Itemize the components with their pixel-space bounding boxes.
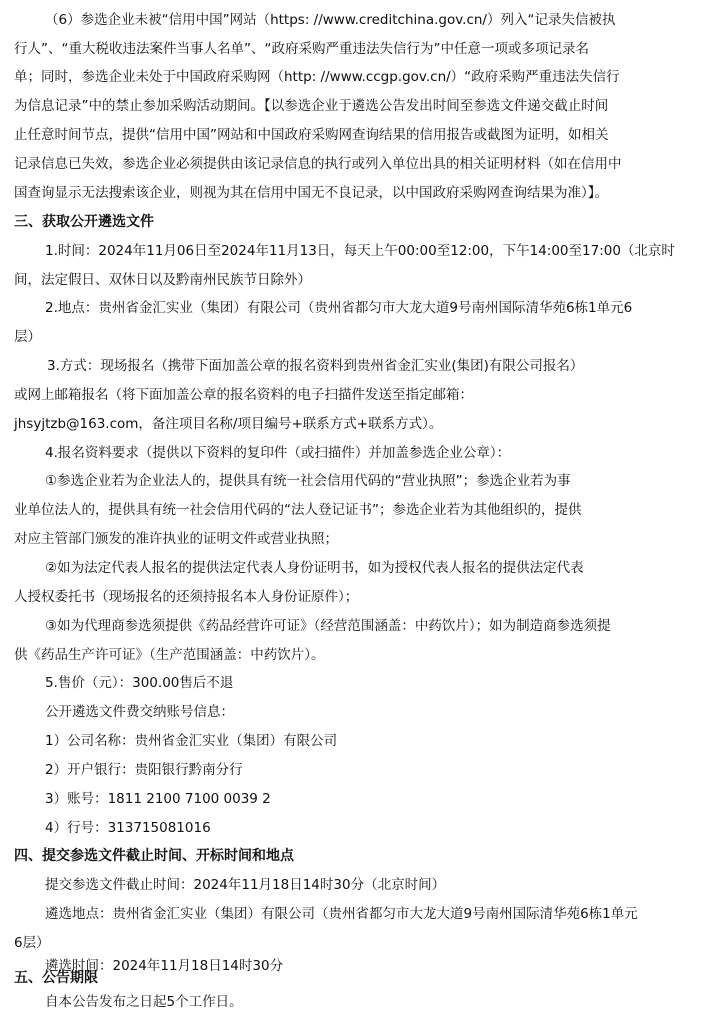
body-line: 4.报名资料要求（提供以下资料的复印件（或扫描件）并加盖参选企业公章）：: [45, 445, 511, 461]
body-line: 间，法定假日、双休日以及黔南州民族节日除外）: [14, 272, 311, 288]
section-heading: 四、提交参选文件截止时间、开标时间和地点: [14, 848, 294, 864]
body-line: 提交参选文件截止时间：2024年11月18日14时30分（北京时间）: [45, 877, 446, 893]
body-line: 记录信息已失效，参选企业必须提供由该记录信息的执行或列入单位出具的相关证明材料（如在信用中: [14, 156, 622, 172]
body-line: ③如为代理商参选须提供《药品经营许可证》（经营范围涵盖：中药饮片）；如为制造商参选须提: [45, 618, 611, 634]
body-line: 为信息记录”中的禁止参加采购活动期间。【以参选企业于遴选公告发出时间至参选文件递交截止时间: [14, 98, 609, 114]
body-line: 或网上邮箱报名（将下面加盖公章的报名资料的电子扫描件发送至指定邮箱：: [14, 387, 473, 403]
bank-line: 2）开户银行：贵阳银行黔南分行: [45, 762, 243, 778]
body-line: 公开遴选文件费交纳账号信息：: [45, 704, 234, 720]
bank-code-line: 4）行号：313715081016: [45, 820, 211, 836]
price-line: 5.售价（元）：300.00售后不退: [45, 675, 234, 691]
body-line: 单；同时，参选企业未处于中国政府采购网（http: //www.ccgp.gov.cn/）“政府采购严重违法失信行: [14, 69, 620, 85]
body-line: 行人”、“重大税收违法案件当事人名单”、“政府采购严重违法失信行为”中任意一项或多项记录名: [14, 41, 589, 57]
body-line: 人授权委托书（现场报名的还须持报名本人身份证原件）；: [14, 589, 359, 605]
section-heading: 三、获取公开遴选文件: [14, 214, 154, 230]
body-line: 2.地点：贵州省金汇实业（集团）有限公司（贵州省都匀市大龙大道9号南州国际清华苑6栋1单元6: [45, 300, 633, 316]
email-line: jhsyjtzb@163.com，备注项目名称/项目编号+联系方式+联系方式）。: [14, 416, 443, 432]
company-name-line: 1）公司名称：贵州省金汇实业（集团）有限公司: [45, 733, 338, 749]
body-line: （6）参选企业未被“信用中国”网站（https: //www.creditchina.gov.cn/）列入“记录失信被执: [45, 12, 616, 28]
account-number-line: 3）账号：1811 2100 7100 0039 2: [45, 791, 271, 807]
body-line: 1.时间：2024年11月06日至2024年11月13日，每天上午00:00至12:00，下午14:00至17:00（北京时: [45, 243, 675, 259]
body-line: ①参选企业若为企业法人的，提供具有统一社会信用代码的“营业执照”；参选企业若为事: [45, 473, 571, 489]
body-line: 遴选时间：2024年11月18日14时30分: [45, 958, 284, 974]
body-line: 层）: [14, 329, 41, 345]
body-line: 供《药品生产许可证》（生产范围涵盖：中药饮片）。: [14, 647, 325, 663]
body-line: 止任意时间节点，提供“信用中国”网站和中国政府采购网查询结果的信用报告或截图为证明，如相关: [14, 127, 609, 143]
section-heading: 五、公告期限: [14, 970, 98, 986]
body-line: 自本公告发布之日起5个工作日。: [45, 994, 243, 1010]
body-line: 对应主管部门颁发的准许执业的证明文件或营业执照；: [14, 531, 338, 547]
body-line: 国查询显示无法搜索该企业，则视为其在信用中国无不良记录，以中国政府采购网查询结果为准）】。: [14, 185, 608, 201]
body-line: 业单位法人的，提供具有统一社会信用代码的“法人登记证书”；参选企业若为其他组织的，提供: [14, 502, 582, 518]
body-line: 遴选地点：贵州省金汇实业（集团）有限公司（贵州省都匀市大龙大道9号南州国际清华苑6栋1单元: [45, 906, 638, 922]
body-line: 3.方式：现场报名（携带下面加盖公章的报名资料到贵州省金汇实业(集团)有限公司报名）: [47, 358, 584, 374]
body-line: 6层）: [14, 935, 50, 951]
body-line: ②如为法定代表人报名的提供法定代表人身份证明书，如为授权代表人报名的提供法定代表: [45, 560, 584, 576]
